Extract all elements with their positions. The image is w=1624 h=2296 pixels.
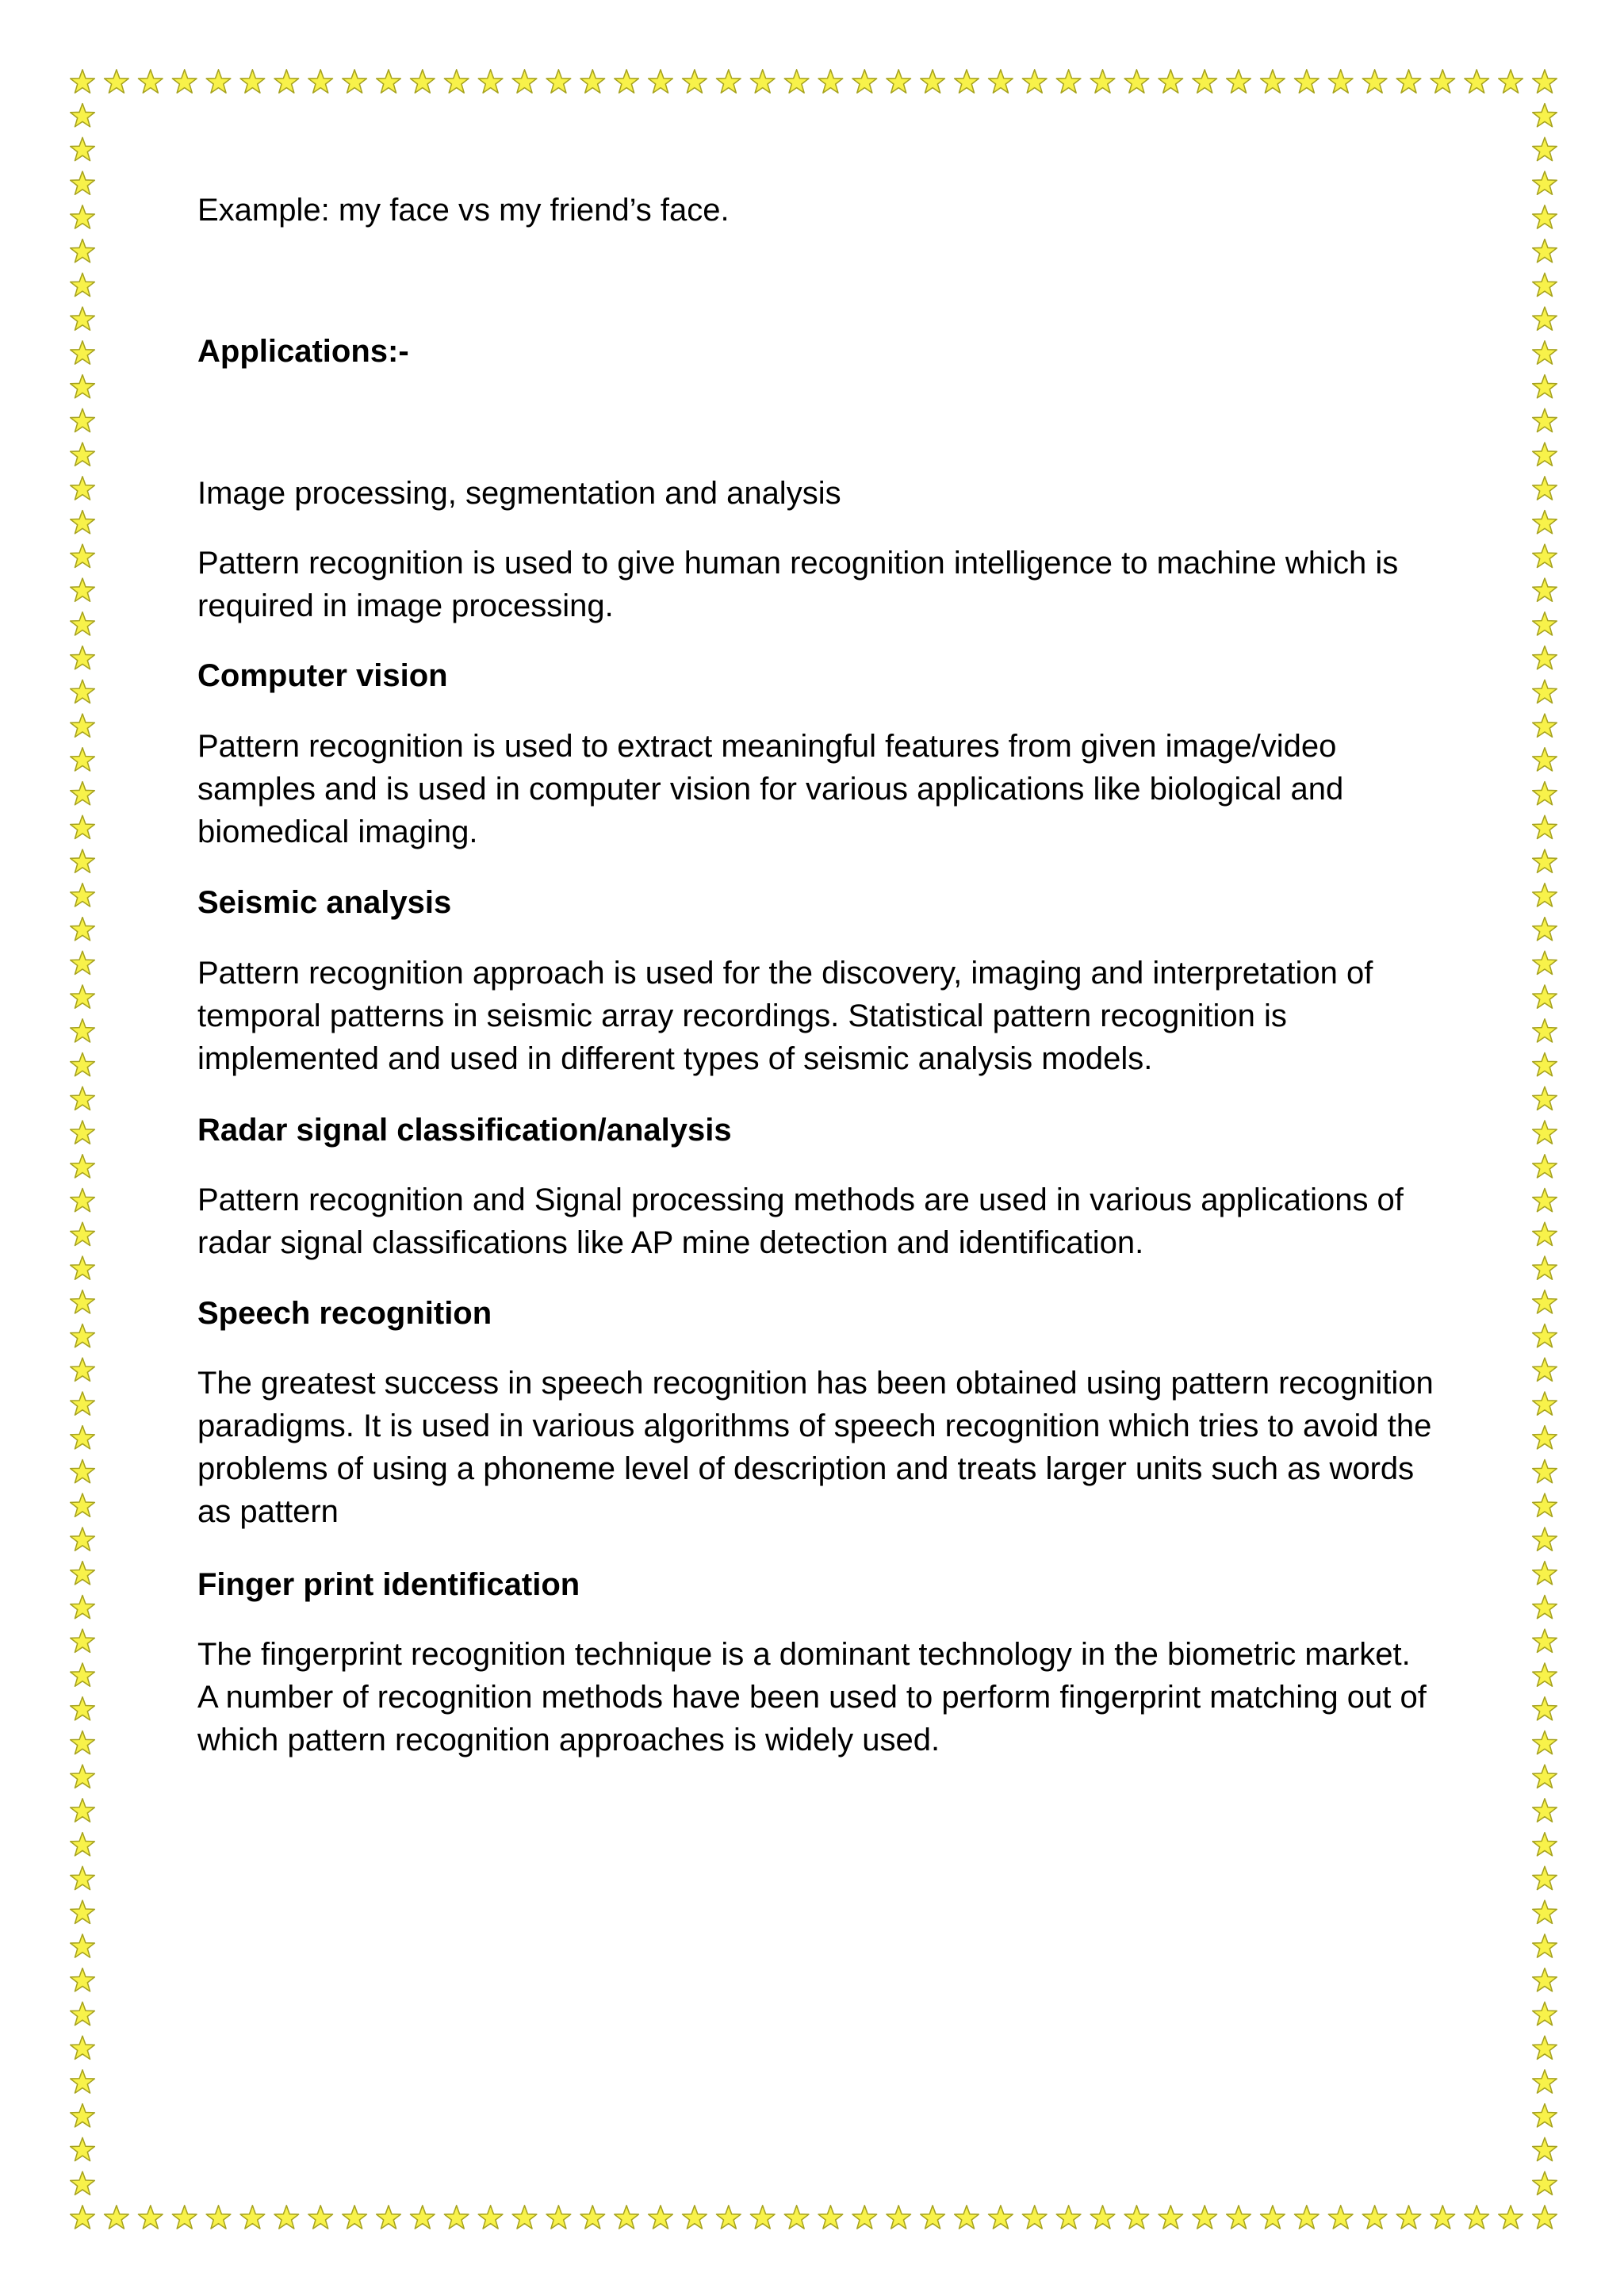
star-icon [615,70,639,93]
star-icon [1533,477,1557,500]
star-icon [1295,70,1320,93]
star-icon [1533,1562,1557,1585]
star-icon [1193,70,1217,93]
star-icon [1533,1155,1557,1178]
star-icon [1533,273,1557,296]
star-icon [1533,1392,1557,1415]
star-icon [1533,1629,1557,1652]
star-icon [71,104,95,127]
star-icon [71,375,95,398]
heading-computer-vision: Computer vision [197,658,448,693]
star-icon [71,1663,95,1686]
star-icon [1533,1731,1557,1754]
star-icon [921,2206,945,2229]
star-icon [546,2206,571,2229]
star-icon [1261,70,1285,93]
star-icon [71,1459,95,1482]
star-icon [71,1052,95,1075]
star-icon [1328,2206,1353,2229]
star-icon [1124,2206,1149,2229]
star-icon [1533,1459,1557,1482]
star-icon [71,1527,95,1550]
star-icon [71,1900,95,1923]
star-icon [71,1799,95,1822]
star-icon [1124,70,1149,93]
star-icon [71,1968,95,1991]
star-icon [71,918,95,941]
star-icon [71,2002,95,2025]
star-icon [71,2036,95,2059]
star-icon [71,714,95,737]
heading-finger-print: Finger print identification [197,1567,580,1602]
star-icon [1533,1934,1557,1957]
star-icon [71,408,95,431]
star-icon [1533,985,1557,1008]
star-icon [71,273,95,296]
star-icon [139,70,163,93]
star-icon [1533,2070,1557,2093]
star-icon [784,2206,809,2229]
star-icon [71,1731,95,1754]
star-icon [921,70,945,93]
star-icon [71,1493,95,1516]
star-icon [1295,2206,1320,2229]
star-icon [1533,1527,1557,1550]
star-icon [1056,2206,1081,2229]
paragraph-speech-recognition: The greatest success in speech recognition has been obtained using pattern recognition paradigms. It is used in various algorithms of speech recognition which tries to avoid the problems of using a phoneme level of description and treats larger units such as words as pattern [197,1366,1434,1529]
star-icon [1159,70,1183,93]
star-icon [105,2206,129,2229]
star-icon [1533,1968,1557,1991]
star-icon [1533,1663,1557,1686]
star-icon [71,1290,95,1313]
star-icon [1533,1900,1557,1923]
star-icon [206,70,231,93]
star-icon [274,2206,299,2229]
paragraph-computer-vision: Pattern recognition is used to extract meaningful features from given image/video samples and is used in computer vision for various applications like biological and biomedical imaging. [197,729,1344,849]
star-icon [71,1765,95,1788]
star-icon [1533,646,1557,669]
star-icon [1533,951,1557,974]
star-icon [274,70,299,93]
star-icon [1193,2206,1217,2229]
star-icon [546,70,571,93]
star-icon [1533,443,1557,466]
star-icon [71,171,95,194]
star-icon [1533,884,1557,907]
star-icon [377,2206,401,2229]
star-icon [71,477,95,500]
star-icon [1396,2206,1421,2229]
star-icon [1533,1493,1557,1516]
star-icon [71,1121,95,1144]
heading-radar-signal: Radar signal classification/analysis [197,1113,732,1148]
star-icon [308,70,333,93]
star-icon [955,70,979,93]
star-icon [240,2206,265,2229]
star-icon [1533,815,1557,838]
star-icon [750,70,775,93]
star-icon [71,612,95,635]
star-icon [989,70,1013,93]
star-icon [71,1222,95,1245]
star-icon [71,1833,95,1856]
star-icon [1533,205,1557,228]
star-icon [1533,2137,1557,2160]
star-icon [1533,1595,1557,1618]
star-icon [1396,70,1421,93]
star-icon [683,70,707,93]
star-icon [955,2206,979,2229]
star-icon [71,1358,95,1381]
star-icon [1533,2206,1557,2229]
star-icon [71,680,95,703]
star-icon [71,951,95,974]
star-icon [1533,1426,1557,1449]
star-icon [1533,1290,1557,1313]
star-icon [478,70,503,93]
star-icon [71,578,95,601]
star-icon [71,341,95,364]
star-icon [1533,1799,1557,1822]
star-icon [71,2171,95,2194]
star-icon [444,70,469,93]
star-icon [71,1629,95,1652]
star-icon [1227,70,1251,93]
star-icon [1533,849,1557,872]
star-icon [1533,1121,1557,1144]
star-icon [71,884,95,907]
star-icon [1533,1256,1557,1279]
star-icon [1533,307,1557,330]
star-icon [71,205,95,228]
star-icon [343,70,367,93]
star-icon [1533,1866,1557,1889]
star-icon [1533,2002,1557,2025]
star-icon [1499,70,1523,93]
star-icon [1056,70,1081,93]
star-icon [1261,2206,1285,2229]
paragraph-radar-signal: Pattern recognition and Signal processing methods are used in various applications of radar signal classifications like AP mine detection and identification. [197,1182,1404,1260]
star-icon [1533,714,1557,737]
star-icon [71,849,95,872]
star-icon [71,1155,95,1178]
star-icon [71,748,95,771]
star-icon [71,1595,95,1618]
star-icon [1533,1052,1557,1075]
star-icon [1090,2206,1115,2229]
star-icon [1533,240,1557,263]
heading-applications: Applications:- [197,334,409,369]
star-icon [71,646,95,669]
star-icon [1465,2206,1489,2229]
star-icon [411,2206,435,2229]
star-icon [1533,680,1557,703]
star-icon [1533,612,1557,635]
star-icon [1362,2206,1387,2229]
star-icon [71,511,95,534]
star-icon [71,1426,95,1449]
star-icon [649,70,673,93]
star-icon [1431,70,1455,93]
star-icon [377,70,401,93]
star-icon [1431,2206,1455,2229]
star-icon [444,2206,469,2229]
star-icon [1533,578,1557,601]
star-icon [71,443,95,466]
star-icon [989,2206,1013,2229]
star-icon [1533,918,1557,941]
star-icon [1328,70,1353,93]
star-icon [852,70,877,93]
star-icon [1533,341,1557,364]
star-icon [71,1019,95,1042]
star-icon [1533,1765,1557,1788]
star-icon [105,70,129,93]
star-icon [71,2104,95,2127]
star-icon [71,1392,95,1415]
star-icon [1362,70,1387,93]
star-icon [1533,1087,1557,1110]
star-icon [71,544,95,567]
star-icon [818,2206,843,2229]
star-icon [887,2206,911,2229]
star-icon [1533,2036,1557,2059]
star-icon [1533,1019,1557,1042]
star-icon [1533,104,1557,127]
star-icon [172,2206,197,2229]
star-icon [1533,1833,1557,1856]
star-icon [71,307,95,330]
star-icon [717,2206,741,2229]
star-icon [784,70,809,93]
paragraph-example: Example: my face vs my friend’s face. [197,193,730,228]
star-icon [71,815,95,838]
star-icon [71,1256,95,1279]
star-icon [71,1324,95,1347]
star-icon [71,2070,95,2093]
star-icon [206,2206,231,2229]
star-icon [1533,408,1557,431]
star-icon [240,70,265,93]
star-icon [1533,171,1557,194]
star-icon [1533,2104,1557,2127]
star-icon [887,70,911,93]
star-icon [717,70,741,93]
star-icon [478,2206,503,2229]
star-icon [580,70,605,93]
star-icon [1159,2206,1183,2229]
star-icon [1533,70,1557,93]
star-icon [1533,782,1557,805]
star-icon [71,782,95,805]
star-icon [71,1934,95,1957]
star-icon [750,2206,775,2229]
star-icon [1465,70,1489,93]
star-icon [71,1697,95,1720]
heading-seismic-analysis: Seismic analysis [197,885,452,920]
star-icon [1533,511,1557,534]
paragraph-finger-print: The fingerprint recognition technique is a dominant technology in the biometric market. A number of recognition methods have been used to perform fingerprint matching out of which pattern recognition approaches is widely used. [197,1637,1427,1757]
star-icon [308,2206,333,2229]
star-icon [1533,375,1557,398]
heading-speech-recognition: Speech recognition [197,1296,492,1331]
star-icon [1499,2206,1523,2229]
star-icon [1090,70,1115,93]
star-icon [512,70,537,93]
star-icon [71,137,95,160]
star-icon [1533,1324,1557,1347]
star-icon [139,2206,163,2229]
star-icon [71,2206,95,2229]
star-icon [1533,137,1557,160]
star-icon [71,2137,95,2160]
star-icon [343,2206,367,2229]
star-icon [580,2206,605,2229]
star-icon [818,70,843,93]
star-icon [71,1562,95,1585]
star-icon [71,1087,95,1110]
star-icon [71,1866,95,1889]
paragraph-seismic-analysis: Pattern recognition approach is used for the discovery, imaging and interpretation of temporal patterns in seismic array recordings. Statistical pattern recognition is implemented and used in different types of seismic analysis models. [197,956,1373,1076]
star-icon [71,240,95,263]
star-icon [71,1188,95,1211]
star-icon [1533,748,1557,771]
star-icon [852,2206,877,2229]
star-icon [71,985,95,1008]
star-icon [172,70,197,93]
star-icon [71,70,95,93]
star-icon [512,2206,537,2229]
star-icon [1227,2206,1251,2229]
star-icon [1533,2171,1557,2194]
star-icon [649,2206,673,2229]
star-icon [1533,1697,1557,1720]
star-icon [683,2206,707,2229]
paragraph-image-processing: Image processing, segmentation and analysis [197,476,841,511]
star-icon [1533,544,1557,567]
star-icon [411,70,435,93]
star-icon [615,2206,639,2229]
star-icon [1533,1222,1557,1245]
star-icon [1022,2206,1047,2229]
star-icon [1022,70,1047,93]
star-icon [1533,1358,1557,1381]
paragraph-image-processing-desc: Pattern recognition is used to give human recognition intelligence to machine which is required in image processing. [197,546,1399,623]
star-icon [1533,1188,1557,1211]
